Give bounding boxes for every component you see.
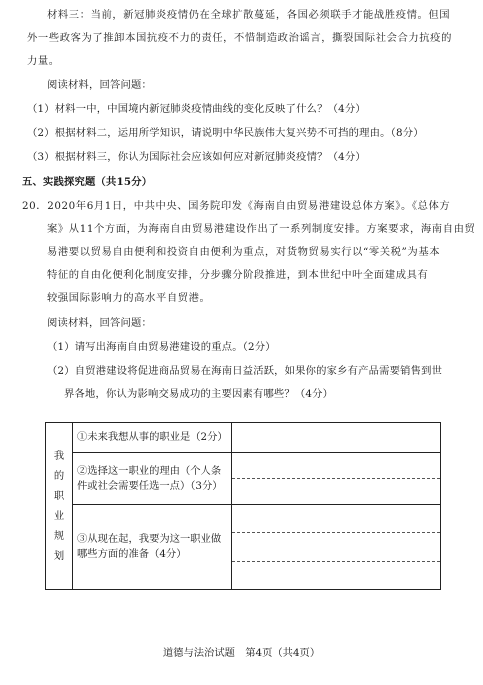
read-instruction-19: 阅读材料，回答问题： [47,79,152,91]
page-footer: 道德与法治试题 第4页（共4页） [162,647,321,659]
career-plan-question-3: ③从现在起，我要为这一职业做哪些方面的准备（4分） [73,505,232,590]
career-plan-question-2: ②选择这一职业的理由（个人条件或社会需要任选一点）（3分） [73,453,232,505]
question-19-3: （3）根据材料三，你认为国际社会应该如何应对新冠肺炎疫情？（4分） [27,151,366,163]
section-5-heading: 五、实践探究题（共15分） [22,176,153,188]
material-3-line-1: 材料三：当前，新冠肺炎疫情仍在全球扩散蔓延，各国必须联手才能战胜疫情。但国 [47,9,451,21]
question-19-2: （2）根据材料二，运用所学知识，请说明中华民族伟大复兴势不可挡的理由。（8分） [27,127,424,139]
career-plan-answer-3[interactable] [232,505,441,590]
career-plan-question-1: ①未来我想从事的职业是（2分） [73,423,232,453]
question-20-line-1: 20．2020年6月1日，中共中央、国务院印发《海南自由贸易港建设总体方案》。《总体方 [22,200,451,212]
question-20-2-line-2: 界各地，你认为影响交易成功的主要因素有哪些？（4分） [64,388,334,400]
question-20-line-4: 特征的自由化便利化制度安排，分步骤分阶段推进，到本世纪中叶全面建成具有 [47,269,429,281]
question-20-line-3: 易港要以贸易自由便利和投资自由便利为重点，对货物贸易实行以“零关税”为基本 [47,246,441,258]
question-20-1: （1）请写出海南自由贸易港建设的重点。（2分） [47,341,276,353]
material-3-line-2: 外一些政客为了推卸本国抗疫不力的责任，不惜制造政治谣言，撕裂国际社会合力抗疫的 [27,32,452,44]
question-20-line-5: 较强国际影响力的高水平自贸港。 [47,292,211,304]
career-plan-answer-1[interactable] [232,423,441,453]
material-3-line-3: 力量。 [27,55,60,67]
question-19-1: （1）材料一中，中国境内新冠肺炎疫情曲线的变化反映了什么？（4分） [27,103,366,115]
career-plan-answer-2[interactable] [232,453,441,505]
read-instruction-20: 阅读材料，回答问题： [47,317,152,329]
career-plan-table [45,422,441,590]
question-20-line-2: 案》从11个方面，为海南自由贸易港建设作出了一系列制度安排。方案要求，海南自由贸 [47,223,476,235]
career-plan-side-label: 我的职业规划 [46,423,73,590]
question-20-2-line-1: （2）自贸港建设将促进商品贸易在海南日益活跃，如果你的家乡有产品需要销售到世 [47,365,443,377]
